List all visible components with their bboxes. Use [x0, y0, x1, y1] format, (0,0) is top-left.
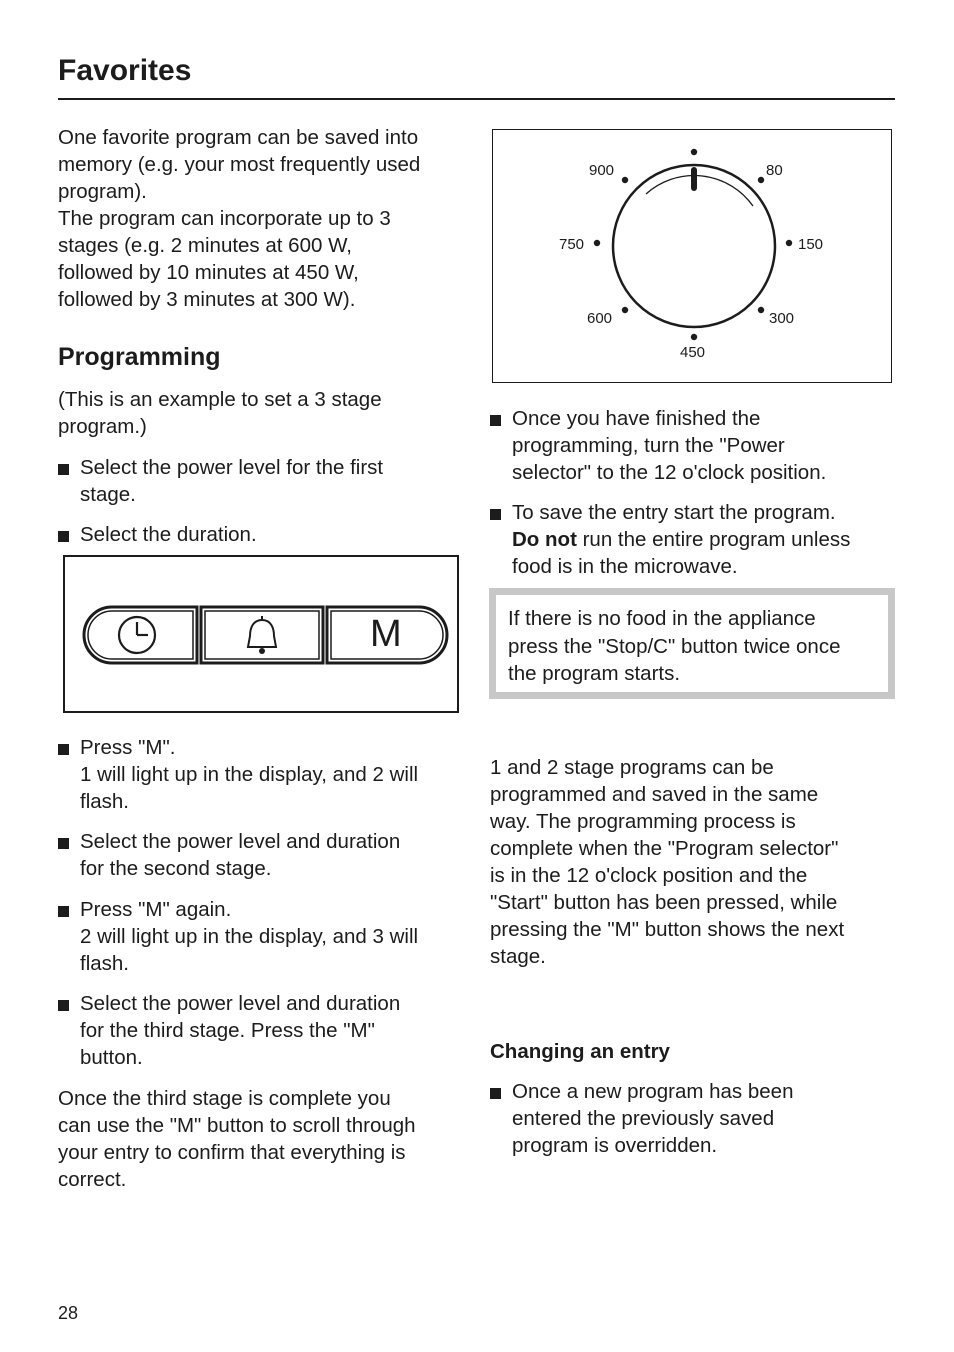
step-line: Once a new program has been [512, 1080, 794, 1103]
bullet-square-icon [58, 464, 69, 475]
stage-info-line: 1 and 2 stage programs can be [490, 756, 774, 779]
stage-info-paragraph [490, 754, 895, 970]
step-line: for the second stage. [80, 857, 272, 880]
dial-label-150: 150 [798, 236, 824, 253]
intro-line: followed by 3 minutes at 300 W). [58, 288, 356, 311]
bullet-square-icon [58, 1000, 69, 1011]
page-number: 28 [58, 1303, 79, 1323]
stage-info-line: way. The programming process is [490, 810, 796, 833]
example-note [58, 386, 478, 440]
step-line: stage. [80, 483, 136, 506]
step-line: Select the duration. [80, 523, 257, 546]
step-line: flash. [80, 790, 129, 813]
m-button-label: M [370, 613, 402, 655]
dial-label-300: 300 [769, 310, 795, 327]
step-line: Select the power level and duration [80, 830, 401, 853]
note-line: the program starts. [508, 662, 681, 685]
bullet-square-icon [490, 509, 501, 520]
closing-line: correct. [58, 1168, 127, 1191]
clock-icon [119, 617, 155, 653]
intro-line: memory (e.g. your most frequently used [58, 153, 421, 176]
note-line: press the "Stop/C" button twice once [508, 634, 841, 658]
step-line: To save the entry start the program. [512, 501, 836, 524]
bullet-square-icon [58, 906, 69, 917]
step-line: flash. [80, 952, 129, 975]
step-line: button. [80, 1046, 143, 1069]
dial-label-450: 450 [680, 344, 706, 361]
step-line: programming, turn the "Power [512, 434, 785, 457]
title-divider [58, 98, 895, 100]
step-line: entered the previously saved [512, 1107, 775, 1130]
closing-line: can use the "M" button to scroll through [58, 1114, 416, 1137]
bullet-square-icon [58, 531, 69, 542]
button-panel-illustration [63, 555, 459, 713]
intro-paragraph [58, 124, 478, 313]
example-line: program.) [58, 415, 147, 438]
programming-heading: Programming [58, 343, 221, 371]
bullet-square-icon [58, 744, 69, 755]
step-line: 2 will light up in the display, and 3 will [80, 925, 419, 948]
bullet-square-icon [490, 1088, 501, 1099]
power-selector-dial-illustration [492, 129, 892, 383]
bell-icon [248, 616, 276, 654]
step-line: Press "M". [80, 736, 176, 759]
stage-info-line: is in the 12 o'clock position and the [490, 864, 808, 887]
intro-line: followed by 10 minutes at 450 W, [58, 261, 359, 284]
closing-paragraph [58, 1085, 478, 1193]
step-line: program is overridden. [512, 1134, 718, 1157]
step-line: Select the power level and duration [80, 992, 401, 1015]
note-line: If there is no food in the appliance [508, 607, 816, 630]
step-line: selector" to the 12 o'clock position. [512, 461, 827, 484]
stage-info-line: programmed and saved in the same [490, 783, 819, 806]
bullet-square-icon [490, 415, 501, 426]
intro-line: program). [58, 180, 147, 203]
page-title: Favorites [58, 54, 192, 87]
closing-line: your entry to confirm that everything is [58, 1141, 406, 1164]
bullet-square-icon [58, 838, 69, 849]
dial-label-750: 750 [559, 236, 585, 253]
stage-info-line: complete when the "Program selector" [490, 837, 839, 860]
step-line: food is in the microwave. [512, 555, 738, 578]
intro-line: The program can incorporate up to 3 [58, 207, 391, 230]
step-line-warning [512, 526, 850, 553]
dial-label-600: 600 [587, 310, 613, 327]
closing-line: Once the third stage is complete you [58, 1087, 391, 1110]
info-note-box [489, 588, 895, 699]
bell-button[interactable] [201, 607, 323, 663]
power-selector-knob[interactable] [613, 165, 775, 327]
step-line: Select the power level for the first [80, 456, 384, 479]
do-not-emphasis: Do not [512, 528, 577, 551]
stage-info-line: pressing the "M" button shows the next [490, 918, 845, 941]
step-line-rest: run the entire program unless [576, 528, 851, 551]
intro-line: stages (e.g. 2 minutes at 600 W, [58, 234, 352, 257]
intro-line: One favorite program can be saved into [58, 126, 419, 149]
dial-label-80: 80 [766, 162, 783, 179]
stage-info-line: "Start" button has been pressed, while [490, 891, 838, 914]
stage-info-line: stage. [490, 945, 546, 968]
changing-entry-heading: Changing an entry [490, 1040, 670, 1063]
step-line: 1 will light up in the display, and 2 will [80, 763, 419, 786]
step-line: Press "M" again. [80, 898, 232, 921]
example-line: (This is an example to set a 3 stage [58, 388, 382, 411]
step-line: Once you have finished the [512, 407, 761, 430]
dial-label-900: 900 [589, 162, 615, 179]
step-line: for the third stage. Press the "M" [80, 1019, 375, 1042]
